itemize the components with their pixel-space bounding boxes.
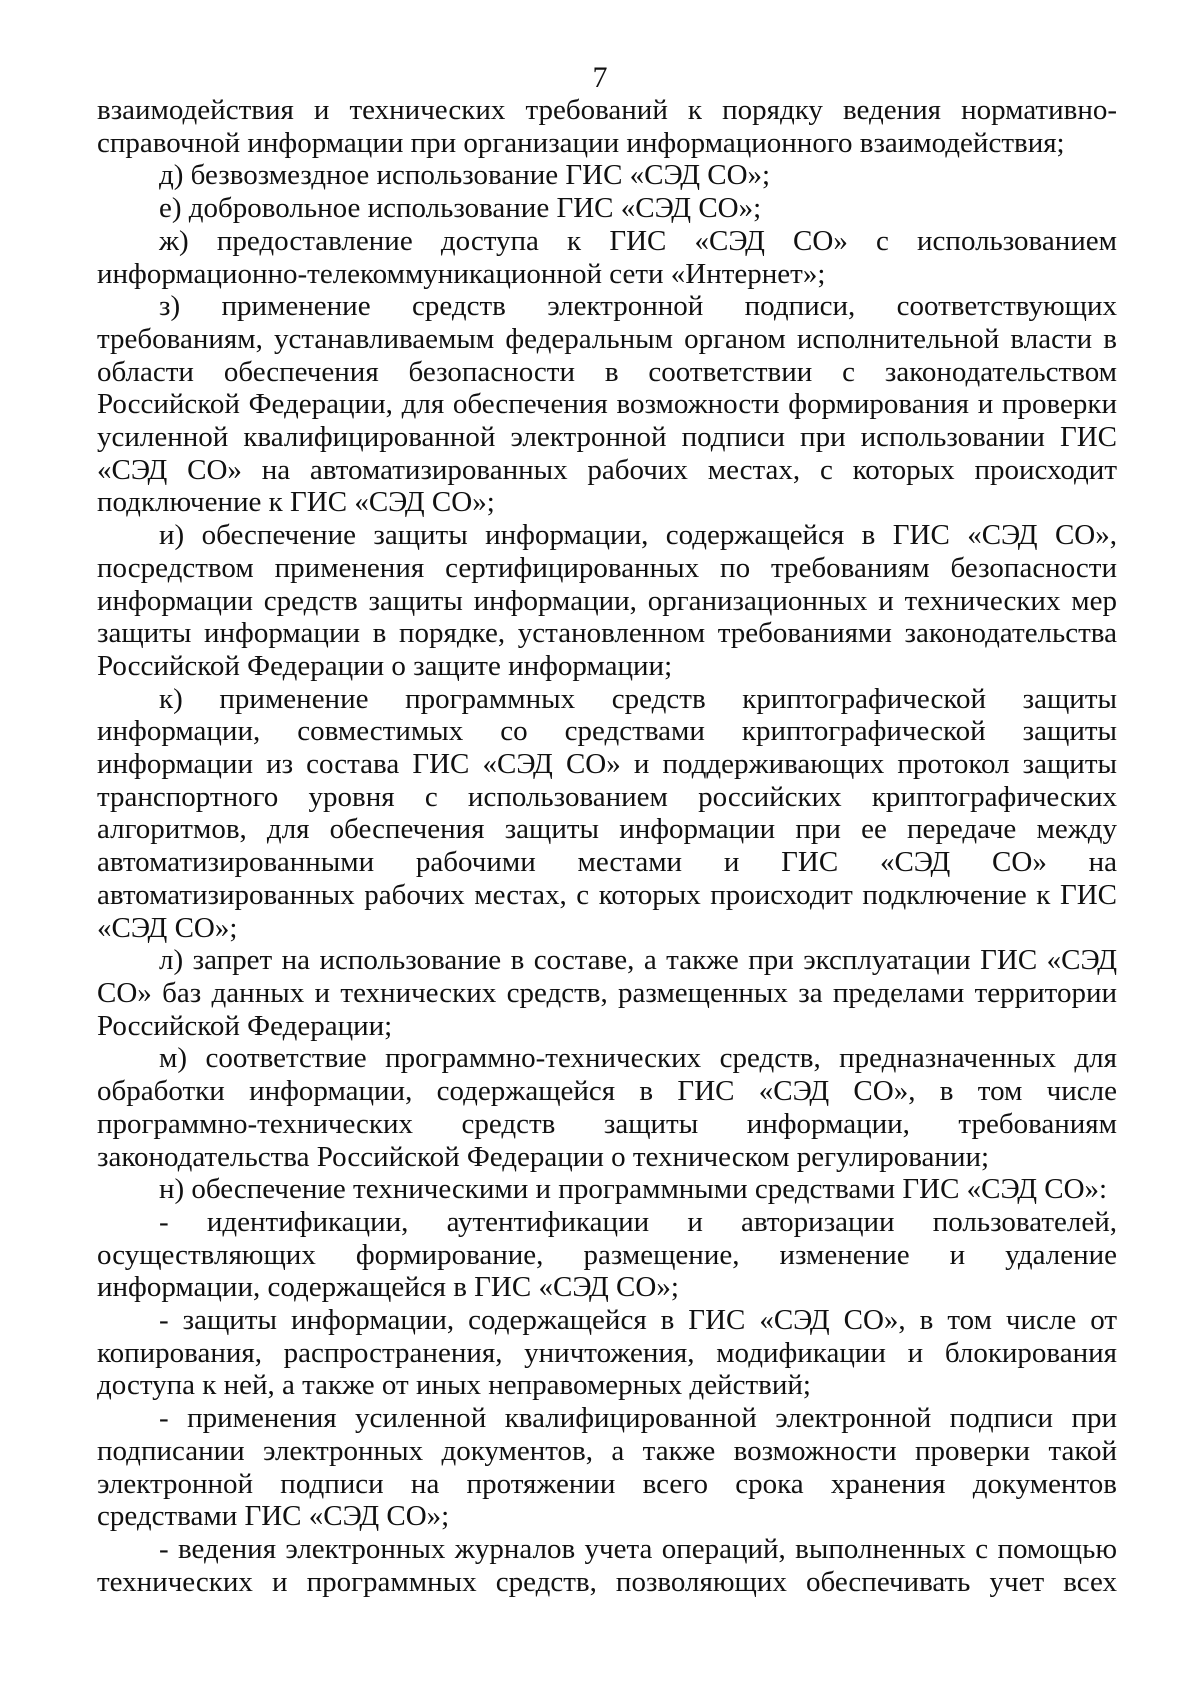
paragraph-continuation: взаимодействия и технических требований к порядку ведения нормативно-справочной информации при организации информационного взаимодействия; bbox=[97, 94, 1117, 159]
paragraph-item-zh: ж) предоставление доступа к ГИС «СЭД СО» с использованием информационно-телекоммуникационной сети «Интернет»; bbox=[97, 224, 1117, 290]
page-number: 7 bbox=[592, 61, 608, 94]
paragraph-item-m: м) соответствие программно-технических средств, предназначенных для обработки информации, содержащейся в ГИС «СЭД СО», в том числе программно-технических средств защиты информации, требованиям законодательства Российской Федерации о техническом регулировании; bbox=[97, 1042, 1117, 1173]
paragraph-subitem-journals: - ведения электронных журналов учета операций, выполненных с помощью технических и программных средств, позволяющих обеспечивать учет всех bbox=[97, 1532, 1117, 1598]
paragraph-item-z: з) применение средств электронной подписи, соответствующих требованиям, устанавливаемым федеральным органом исполнительной власти в области обеспечения безопасности в соответствии с законодательством Российской Федерации, для обеспечения возможности формирования и проверки усиленной квалифицированной электронной подписи при использовании ГИС «СЭД СО» на автоматизированных рабочих местах, с которых происходит подключение к ГИС «СЭД СО»; bbox=[97, 290, 1117, 519]
paragraph-item-e: е) добровольное использование ГИС «СЭД СО»; bbox=[159, 192, 762, 225]
paragraph-item-n: н) обеспечение техническими и программными средствами ГИС «СЭД СО»: bbox=[159, 1173, 1108, 1206]
paragraph-item-i: и) обеспечение защиты информации, содержащейся в ГИС «СЭД СО», посредством применения сертифицированных по требованиям безопасности информации средств защиты информации, организационных и технических мер защиты информации в порядке, установленном требованиями законодательства Российской Федерации о защите информации; bbox=[97, 519, 1117, 682]
document-body bbox=[97, 94, 1117, 1598]
paragraph-item-d: д) безвозмездное использование ГИС «СЭД СО»; bbox=[159, 159, 771, 192]
paragraph-item-l: л) запрет на использование в составе, а также при эксплуатации ГИС «СЭД СО» баз данных и технических средств, размещенных за пределами территории Российской Федерации; bbox=[97, 944, 1117, 1042]
paragraph-subitem-protection: - защиты информации, содержащейся в ГИС «СЭД СО», в том числе от копирования, распространения, уничтожения, модификации и блокирования доступа к ней, а также от иных неправомерных действий; bbox=[97, 1304, 1117, 1402]
paragraph-subitem-signature: - применения усиленной квалифицированной электронной подписи при подписании электронных документов, а также возможности проверки такой электронной подписи на протяжении всего срока хранения документов средствами ГИС «СЭД СО»; bbox=[97, 1402, 1117, 1533]
paragraph-subitem-identification: - идентификации, аутентификации и авторизации пользователей, осуществляющих формирование, размещение, изменение и удаление информации, содержащейся в ГИС «СЭД СО»; bbox=[97, 1205, 1117, 1304]
paragraph-item-k: к) применение программных средств криптографической защиты информации, совместимых со средствами криптографической защиты информации из состава ГИС «СЭД СО» и поддерживающих протокол защиты транспортного уровня с использованием российских криптографических алгоритмов, для обеспечения защиты информации при ее передаче между автоматизированными рабочими местами и ГИС «СЭД СО» на автоматизированных рабочих местах, с которых происходит подключение к ГИС «СЭД СО»; bbox=[97, 682, 1117, 944]
